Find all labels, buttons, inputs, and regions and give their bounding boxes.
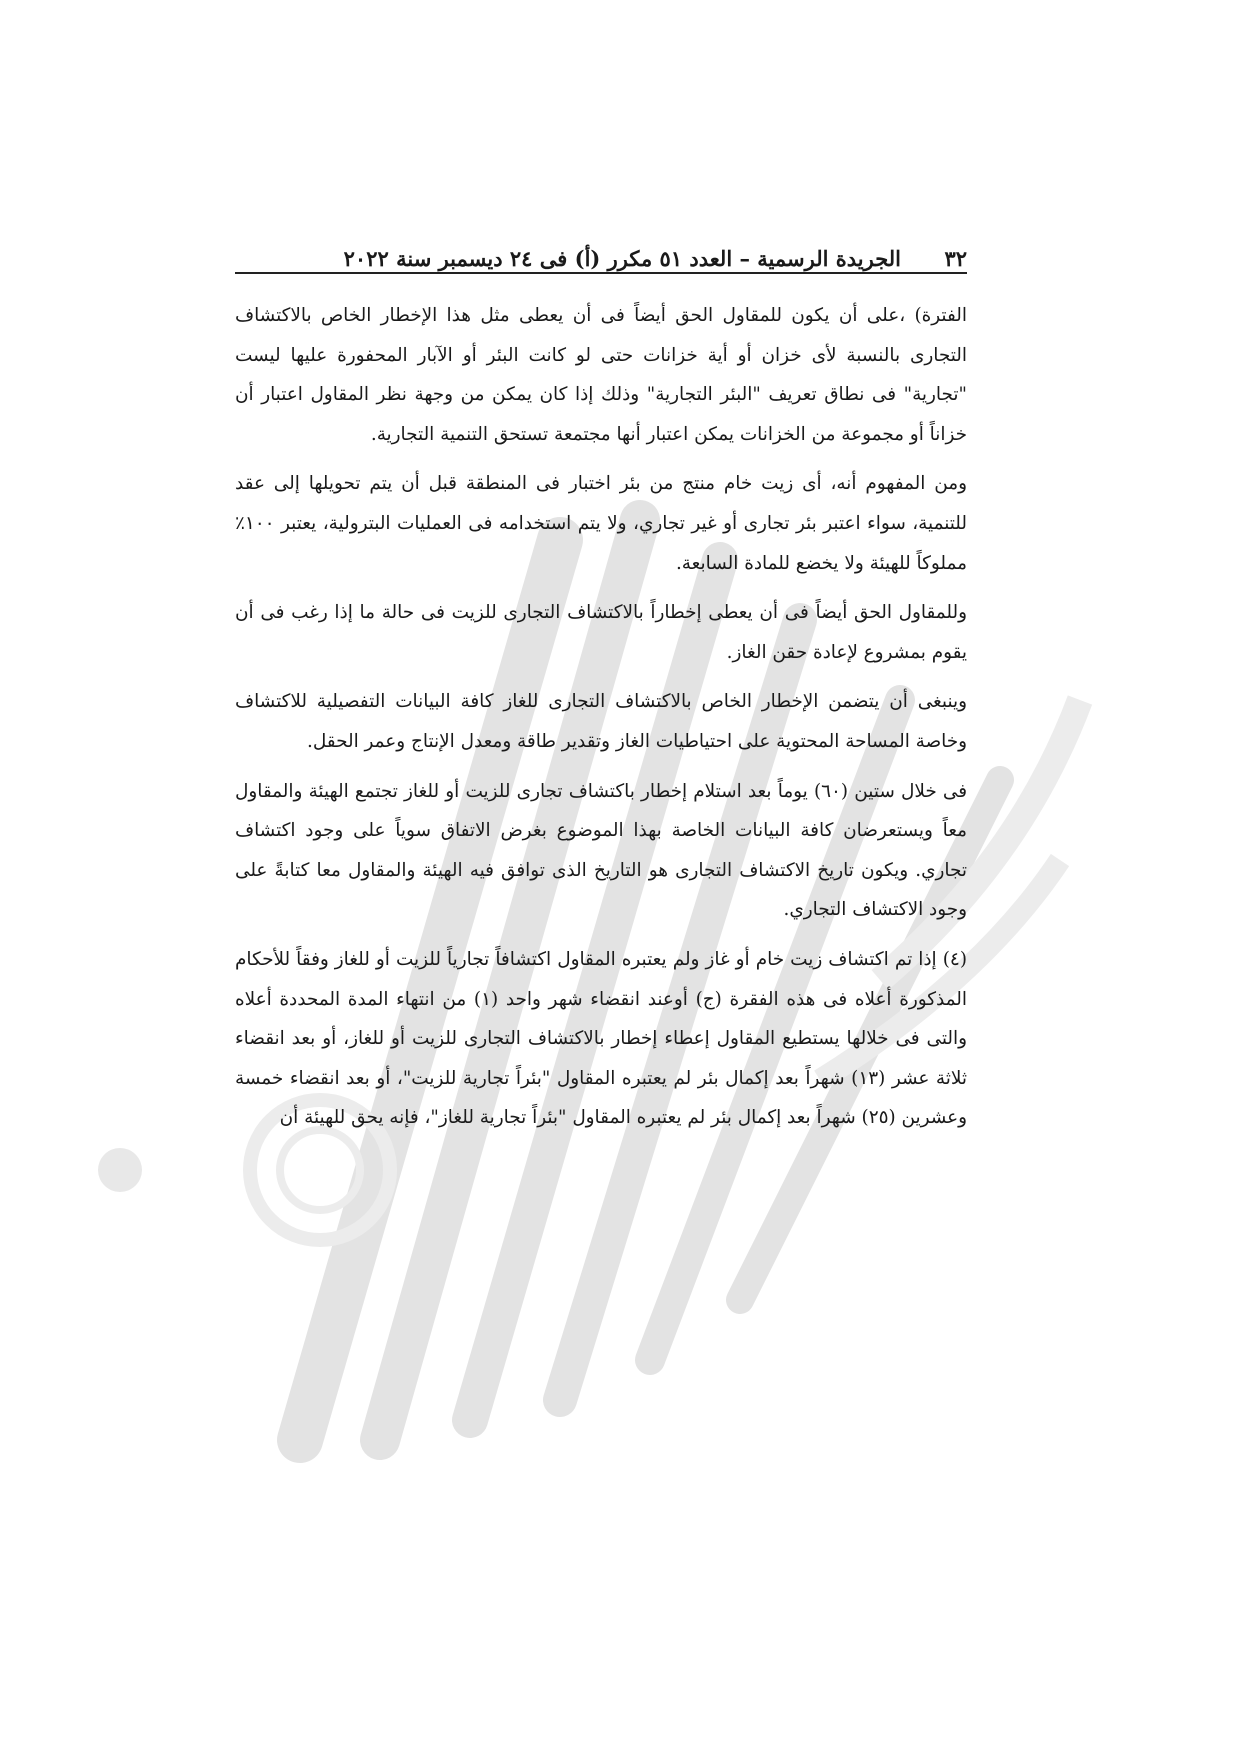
paragraph-5: فى خلال ستين (٦٠) يوماً بعد استلام إخطار باكتشاف تجارى للزيت أو للغاز تجتمع الهيئة والمقاول معاً ويستعرضان كافة البيانات الخاصة بهذا الموضوع بغرض الاتفاق سوياً على وجود اكتشاف تجاري. ويكون تاريخ الاكتشاف التجارى هو التاريخ الذى توافق فيه الهيئة والمقاول معا كتابةً على وجود الاكتشاف التجاري. — [235, 780, 967, 921]
page-number: ٣٢ — [944, 246, 967, 271]
paragraph-4: وينبغى أن يتضمن الإخطار الخاص بالاكتشاف التجارى للغاز كافة البيانات التفصيلية للاكتشاف وخاصة المساحة المحتوية على احتياطيات الغاز وتقدير طاقة ومعدل الإنتاج وعمر الحقل. — [235, 691, 967, 752]
header-divider — [235, 272, 967, 274]
paragraph-3: وللمقاول الحق أيضاً فى أن يعطى إخطاراً بالاكتشاف التجارى للزيت فى حالة ما إذا رغب فى أن يقوم بمشروع لإعادة حقن الغاز. — [235, 602, 967, 663]
paragraph-6-numbered-clause: (٤) إذا تم اكتشاف زيت خام أو غاز ولم يعتبره المقاول اكتشافاً تجارياً للزيت أو للغاز وفقاً للأحكام المذكورة أعلاه فى هذه الفقرة (ج) أوعند انقضاء شهر واحد (١) من انتهاء المدة المحددة أعلاه والتى فى خلالها يستطيع المقاول إعطاء إخطار بالاكتشاف التجارى للزيت أو للغاز، أو بعد انقضاء ثلاثة عشر (١٣) شهراً بعد إكمال بئر لم يعتبره المقاول "بئراً تجارية للزيت"، أو بعد انقضاء خمسة وعشرين (٢٥) شهراً بعد إكمال بئر لم يعتبره المقاول "بئراً تجارية للغاز"، فإنه يحق للهيئة أن — [235, 948, 968, 1129]
paragraph-1: الفترة) ،على أن يكون للمقاول الحق أيضاً فى أن يعطى مثل هذا الإخطار الخاص بالاكتشاف التجارى بالنسبة لأى خزان أو أية خزانات حتى لو كانت البئر أو الآبار المحفورة عليها ليست "تجارية" فى نطاق تعريف "البئر التجارية" وذلك إذا كان يمكن من وجهة نظر المقاول اعتبار أن خزاناً أو مجموعة من الخزانات يمكن اعتبار أنها مجتمعة تستحق التنمية التجارية. — [235, 305, 967, 445]
document-body — [235, 296, 967, 1148]
running-header — [235, 225, 967, 269]
paragraph-2: ومن المفهوم أنه، أى زيت خام منتج من بئر اختبار فى المنطقة قبل أن يتم تحويلها إلى عقد للتنمية، سواء اعتبر بئر تجارى أو غير تجاري، ولا يتم استخدامه فى العمليات البترولية، يعتبر ١٠٠٪ مملوكاً للهيئة ولا يخضع للمادة السابعة. — [235, 473, 967, 574]
gazette-header-title: الجريدة الرسمية – العدد ٥١ مكرر (أ) فى ٢٤ ديسمبر سنة ٢٠٢٢ — [343, 246, 901, 271]
